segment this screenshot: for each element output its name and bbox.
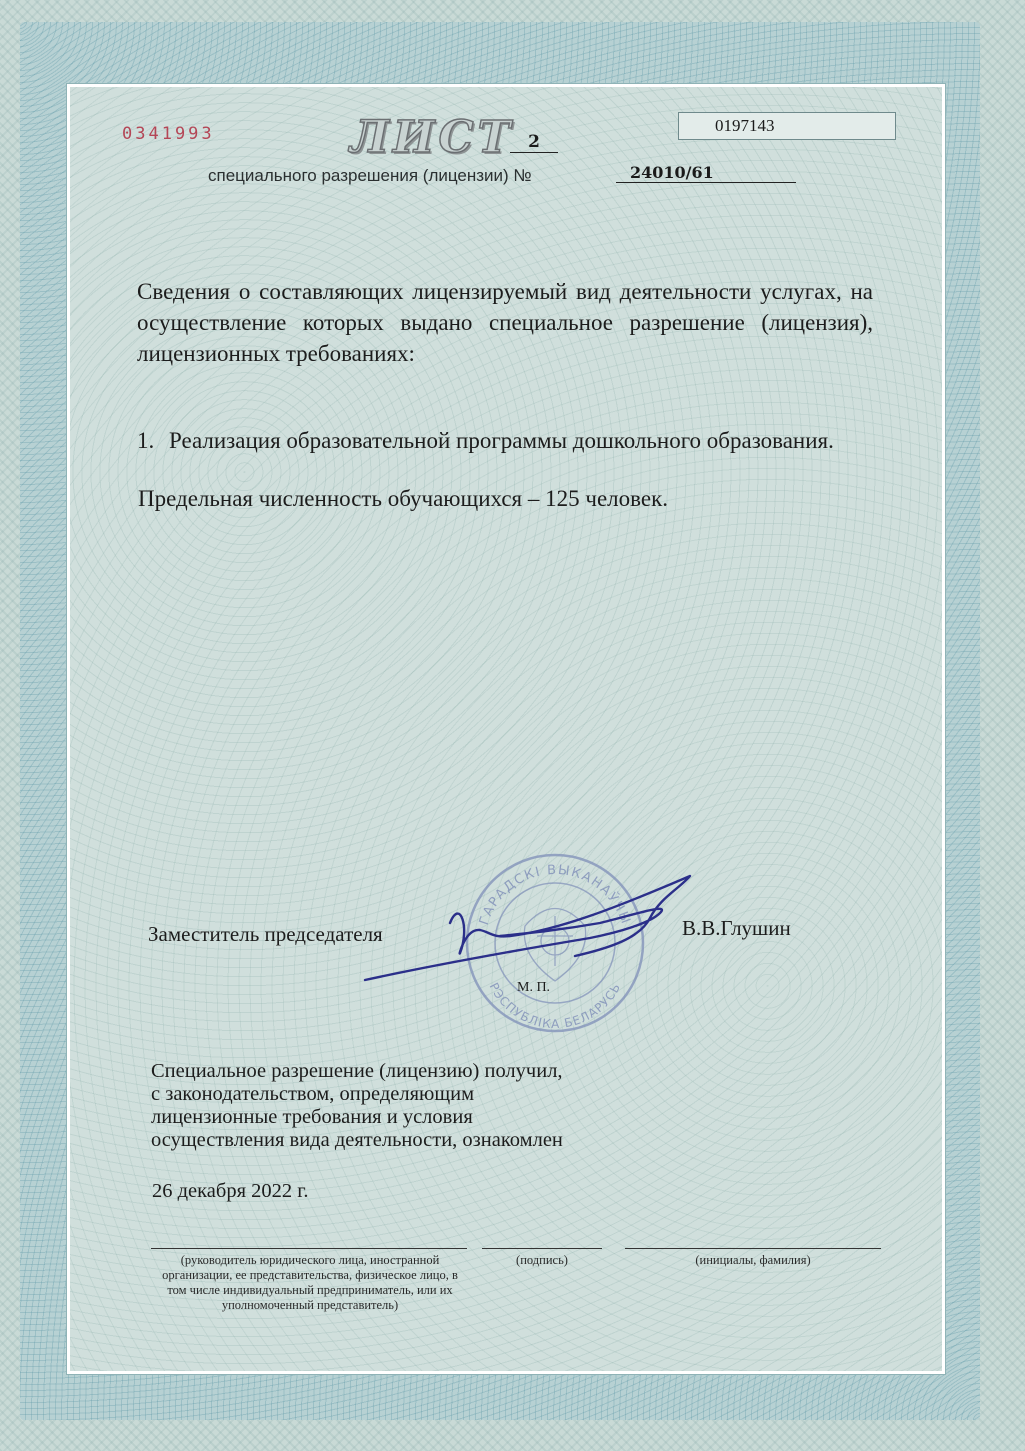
sheet-number: 2 [510,132,558,153]
signatory-position: Заместитель председателя [148,922,383,946]
intro-paragraph: Сведения о составляющих лицензируемый вид деятельности услугах, на осуществление которых выдано специальное разрешение (лицензия), лицензионных требованиях: [137,279,873,366]
list-item [137,425,873,456]
stamp-text-top: ГАРАДСКІ ВЫКАНАЎЧЫ [476,862,634,928]
receipt-statement [151,1060,691,1152]
receipt-line: осуществления вида деятельности, ознакомлен [151,1129,563,1151]
head-signature-line [151,1248,467,1249]
receipt-line: с законодательством, определяющим [151,1083,475,1105]
seal-place-label: М. П. [517,980,551,995]
sheet-title: ЛИСТ [350,112,515,163]
list-item-number: 1. [137,428,155,453]
handwritten-signature [360,868,700,988]
stamp-text-bottom: РЭСПУБЛІКА БЕЛАРУСЬ [486,980,624,1032]
license-subtitle: специального разрешения (лицензии) № [208,166,532,185]
initials-line [625,1248,881,1249]
receipt-line: Специальное разрешение (лицензию) получил, [151,1060,563,1082]
svg-text:РЭСПУБЛІКА БЕЛАРУСЬ [487,980,624,1031]
red-serial-number: 0341993 [122,124,215,144]
receipt-line: лицензионные требования и условия [151,1106,473,1128]
list-item-text: Реализация образовательной программы дошкольного образования. [169,428,834,453]
blank-number: 0197143 [715,116,775,135]
signature-line [482,1248,602,1249]
student-limit: Предельная численность обучающихся – 125 человек. [138,486,668,511]
receipt-date: 26 декабря 2022 г. [152,1180,309,1202]
initials-caption: (инициалы, фамилия) [695,1253,811,1267]
signature-caption: (подпись) [516,1253,568,1267]
license-number: 24010/61 [616,163,796,183]
signatory-name: В.В.Глушин [682,916,791,940]
head-caption: (руководитель юридического лица, иностранной организации, ее представительства, физическое лицо, в том числе индивидуальный предприниматель, или их уполномоченный представитель) [162,1253,458,1312]
blank-number-box [678,112,896,140]
